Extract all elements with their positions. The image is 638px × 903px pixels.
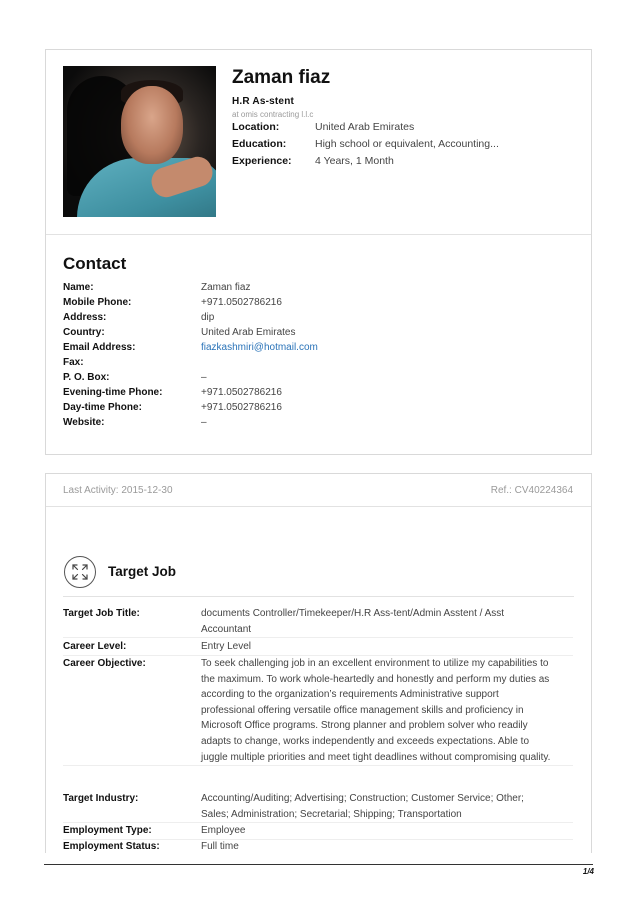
field-label: Target Job Title: — [63, 608, 140, 619]
field-label: Career Objective: — [63, 658, 146, 669]
contact-label: Email Address: — [63, 342, 136, 353]
field-value: High school or equivalent, Accounting... — [315, 138, 499, 150]
field-value: Full time — [201, 841, 239, 852]
contact-value: +971.0502786216 — [201, 402, 282, 413]
email-link[interactable]: fiazkashmiri@hotmail.com — [201, 342, 318, 353]
field-label: Career Level: — [63, 641, 127, 652]
contact-label: P. O. Box: — [63, 372, 110, 383]
field-value: documents Controller/Timekeeper/H.R Ass-tent/Admin Asstent / Asst Accountant — [201, 608, 505, 635]
profile-photo — [63, 66, 216, 217]
contact-label: Evening-time Phone: — [63, 387, 163, 398]
field-label: Experience: — [232, 155, 292, 167]
contact-value: +971.0502786216 — [201, 387, 282, 398]
contact-label: Name: — [63, 282, 94, 293]
field-value: United Arab Emirates — [315, 121, 415, 133]
employment-status-row — [63, 839, 573, 853]
expand-arrows-icon — [64, 556, 96, 588]
field-value: Employee — [201, 825, 246, 836]
contact-value: +971.0502786216 — [201, 297, 282, 308]
contact-row-day-phone — [63, 402, 563, 417]
section-divider — [46, 234, 591, 235]
employment-type-row — [63, 823, 573, 840]
contact-label: Mobile Phone: — [63, 297, 132, 308]
contact-row-email — [63, 342, 563, 357]
contact-value: – — [201, 417, 207, 428]
target-job-card — [45, 473, 592, 853]
field-label: Location: — [232, 121, 280, 133]
field-label: Education: — [232, 138, 287, 150]
career-objective-row — [63, 656, 573, 766]
career-level-row — [63, 639, 573, 656]
field-value: Entry Level — [201, 641, 252, 652]
contact-row-fax — [63, 357, 563, 372]
reference-number: Ref.: CV40224364 — [490, 485, 573, 496]
contact-value: dip — [201, 312, 215, 323]
profile-name: Zaman fiaz — [232, 67, 331, 88]
contact-row-country — [63, 327, 563, 342]
contact-row-po-box — [63, 372, 563, 387]
profile-company: at omis contracting l.l.c — [232, 110, 314, 119]
profile-card — [45, 49, 592, 455]
contact-label: Country: — [63, 327, 105, 338]
contact-row-website — [63, 417, 563, 432]
target-job-section-title: Target Job — [108, 564, 177, 579]
contact-row-address — [63, 312, 563, 327]
target-industry-row — [63, 791, 573, 823]
contact-value: Zaman fiaz — [201, 282, 251, 293]
target-job-title-row — [63, 606, 573, 638]
contact-label: Website: — [63, 417, 105, 428]
page-number: 1/4 — [582, 867, 594, 876]
field-label: Target Industry: — [63, 793, 139, 804]
field-label: Employment Status: — [63, 841, 160, 852]
field-value: Accounting/Auditing; Advertising; Construction; Customer Service; Other; Sales; Administration; Secretarial; Shipping; Transportation — [201, 793, 524, 820]
last-activity: Last Activity: 2015-12-30 — [63, 485, 173, 496]
field-value: 4 Years, 1 Month — [315, 155, 394, 167]
footer-rule — [44, 864, 593, 865]
contact-section-title: Contact — [63, 254, 127, 273]
section-divider — [63, 596, 574, 597]
section-divider — [46, 506, 591, 507]
contact-row-name — [63, 282, 563, 297]
contact-label: Fax: — [63, 357, 84, 368]
contact-row-evening-phone — [63, 387, 563, 402]
contact-label: Address: — [63, 312, 107, 323]
field-value: To seek challenging job in an excellent environment to utilize my capabilities to the maximum. To work whole-heartedly and honestly and perform my duties as according to the organization’s requirements Administrative support professional offering versatile office management skills and proficiency in Microsoft Office programs. Strong planner and problem solver who readily adapts to change, works independently and exceeds expectations. Able to juggle multiple priorities and meet tight deadlines without compromising quality. — [201, 658, 551, 763]
profile-job-title: H.R As-stent — [232, 96, 295, 107]
contact-row-mobile — [63, 297, 563, 312]
field-label: Employment Type: — [63, 825, 152, 836]
contact-value: – — [201, 372, 207, 383]
contact-label: Day-time Phone: — [63, 402, 142, 413]
contact-value: United Arab Emirates — [201, 327, 296, 338]
